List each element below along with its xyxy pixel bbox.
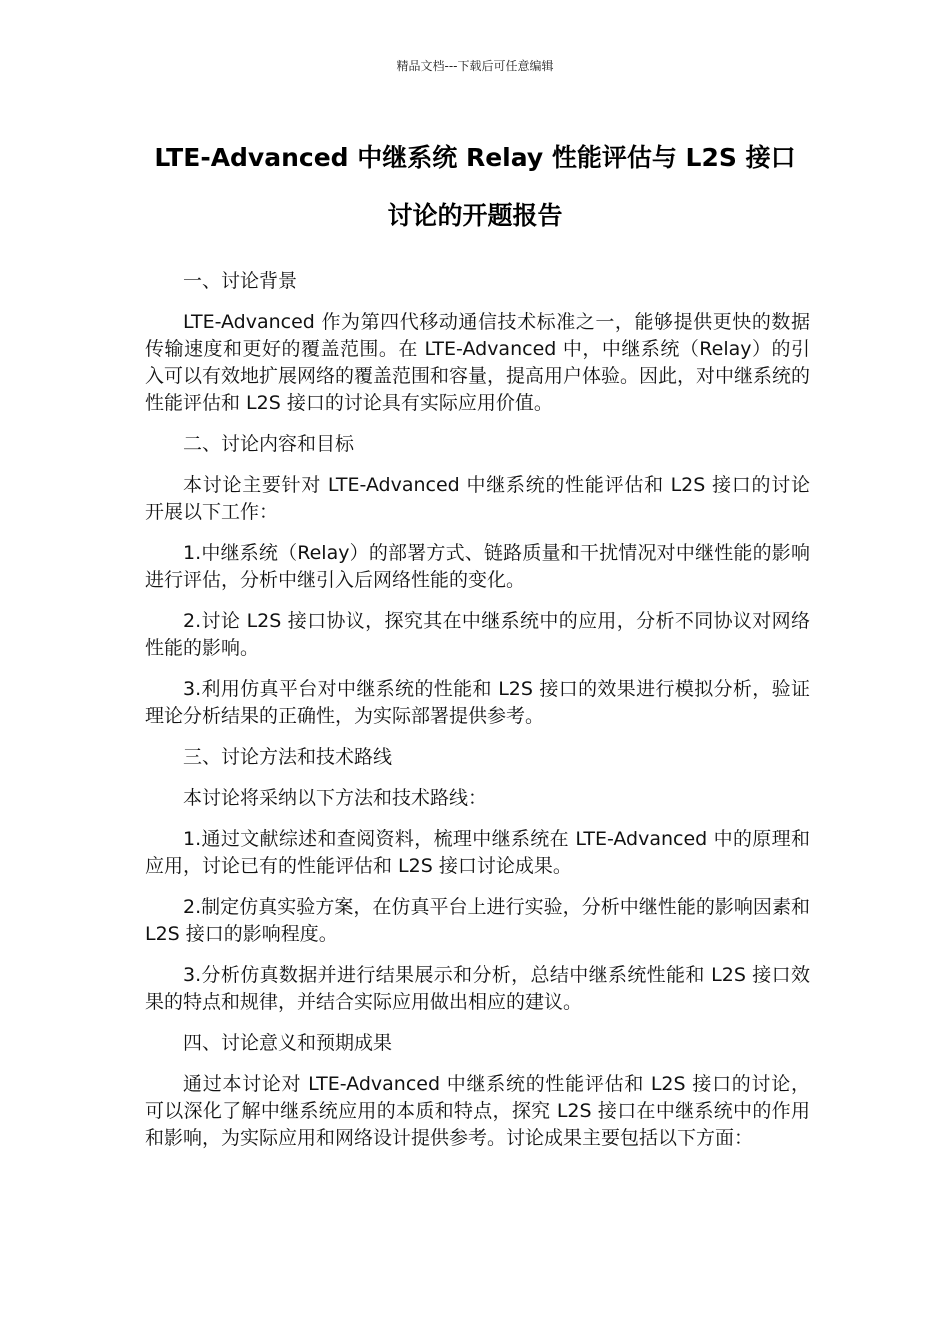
paragraph: 本讨论主要针对 LTE-Advanced 中继系统的性能评估和 L2S 接口的讨论开展以下工作： xyxy=(145,474,810,523)
paragraph: LTE-Advanced 作为第四代移动通信技术标准之一，能够提供更快的数据传输速度和更好的覆盖范围。在 LTE-Advanced 中，中继系统（Relay）的引入可以有效地扩展网络的覆盖范围和容量，提高用户体验。因此，对中继系统的性能评估和 L2S 接口的讨论具有实际应用价值。 xyxy=(145,311,811,414)
section-heading-content-goals: 二、讨论内容和目标 xyxy=(183,433,355,455)
list-item: 1.中继系统（Relay）的部署方式、链路质量和干扰情况对中继性能的影响进行评估，分析中继引入后网络性能的变化。 xyxy=(145,542,810,591)
page-header-note: 精品文档---下载后可任意编辑 xyxy=(396,59,554,73)
list-item: 3.利用仿真平台对中继系统的性能和 L2S 接口的效果进行模拟分析，验证理论分析结果的正确性，为实际部署提供参考。 xyxy=(145,678,810,727)
document-title-line-1: LTE-Advanced 中继系统 Relay 性能评估与 L2S 接口 xyxy=(154,143,796,172)
section-heading-methods: 三、讨论方法和技术路线 xyxy=(183,746,393,768)
list-item: 3.分析仿真数据并进行结果展示和分析，总结中继系统性能和 L2S 接口效果的特点和规律，并结合实际应用做出相应的建议。 xyxy=(145,964,810,1013)
document-title-line-2: 讨论的开题报告 xyxy=(387,201,563,230)
section-heading-significance: 四、讨论意义和预期成果 xyxy=(183,1032,393,1054)
list-item: 2.制定仿真实验方案，在仿真平台上进行实验，分析中继性能的影响因素和 L2S 接口的影响程度。 xyxy=(145,896,810,945)
list-item: 1.通过文献综述和查阅资料，梳理中继系统在 LTE-Advanced 中的原理和应用，讨论已有的性能评估和 L2S 接口讨论成果。 xyxy=(145,828,810,877)
paragraph: 本讨论将采纳以下方法和技术路线： xyxy=(183,787,488,809)
section-heading-background: 一、讨论背景 xyxy=(183,270,298,292)
document-body xyxy=(145,268,810,1166)
paragraph: 通过本讨论对 LTE-Advanced 中继系统的性能评估和 L2S 接口的讨论，可以深化了解中继系统应用的本质和特点，探究 L2S 接口在中继系统中的作用和影响，为实际应用和网络设计提供参考。讨论成果主要包括以下方面： xyxy=(145,1073,810,1149)
list-item: 2.讨论 L2S 接口协议，探究其在中继系统中的应用，分析不同协议对网络性能的影响。 xyxy=(145,610,810,659)
